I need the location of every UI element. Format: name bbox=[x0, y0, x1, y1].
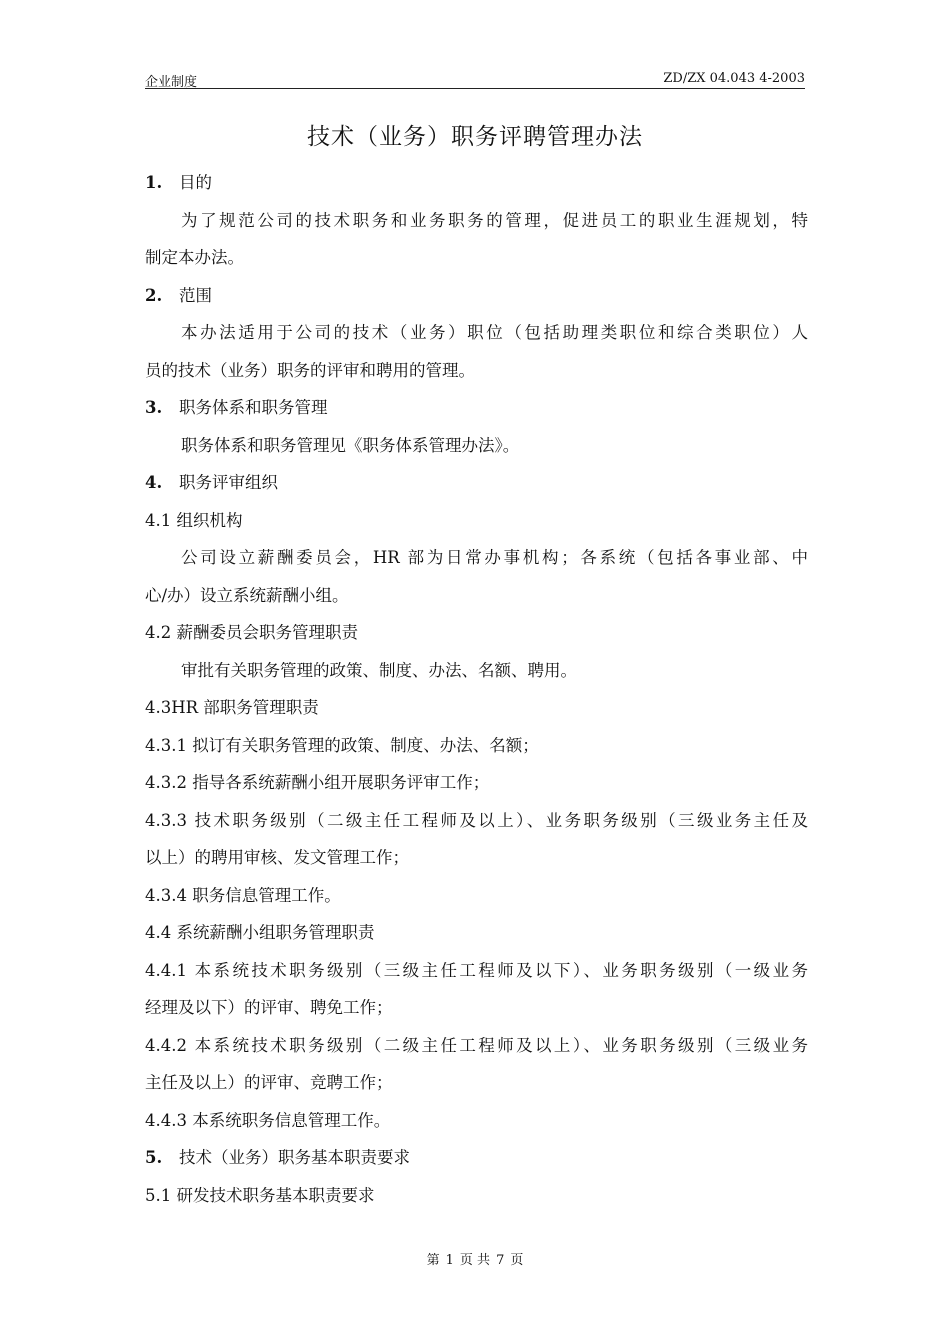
section-number: 2. bbox=[145, 285, 163, 305]
paragraph-line: 制定本办法。 bbox=[145, 248, 244, 267]
subsection-heading: 4.3HR 部职务管理职责 bbox=[145, 698, 319, 717]
section-heading bbox=[145, 395, 808, 433]
list-item-continued: 以上）的聘用审核、发文管理工作； bbox=[145, 848, 409, 867]
subsection-heading: 4.2 薪酬委员会职务管理职责 bbox=[145, 623, 358, 642]
paragraph-line: 员的技术（业务）职务的评审和聘用的管理。 bbox=[145, 360, 475, 380]
paragraph-line: 心/办）设立系统薪酬小组。 bbox=[145, 585, 349, 605]
section-number: 3. bbox=[145, 398, 163, 417]
subsection-heading: 5.1 研发技术职务基本职责要求 bbox=[145, 1185, 375, 1205]
paragraph-line: 为了规范公司的技术职务和业务职务的管理，促进员工的职业生涯规划，特 bbox=[181, 210, 808, 230]
list-item: 4.4.3 本系统职务信息管理工作。 bbox=[145, 1110, 391, 1130]
page-header bbox=[145, 70, 805, 89]
section-title: 技术（业务）职务基本职责要求 bbox=[179, 1148, 410, 1167]
section-title: 职务体系和职务管理 bbox=[179, 398, 328, 417]
section-heading bbox=[145, 283, 808, 321]
paragraph-line: 公司设立薪酬委员会，HR 部为日常办事机构；各系统（包括各事业部、中 bbox=[181, 548, 808, 567]
section-number: 4. bbox=[145, 473, 163, 492]
section-title: 目的 bbox=[179, 173, 212, 192]
list-item: 4.3.2 指导各系统薪酬小组开展职务评审工作； bbox=[145, 773, 490, 792]
paragraph-line: 本办法适用于公司的技术（业务）职位（包括助理类职位和综合类职位）人 bbox=[181, 323, 808, 342]
section-title: 职务评审组织 bbox=[179, 473, 278, 492]
document-body bbox=[145, 170, 808, 1220]
section-heading bbox=[145, 1145, 808, 1183]
list-item: 4.4.1 本系统技术职务级别（三级主任工程师及以下）、业务职务级别（一级业务 bbox=[145, 960, 808, 980]
list-item: 4.3.4 职务信息管理工作。 bbox=[145, 885, 341, 905]
footer-total-pages: 7 bbox=[496, 1253, 505, 1268]
footer-prefix: 第 bbox=[426, 1253, 440, 1268]
section-heading bbox=[145, 170, 808, 208]
footer-suffix: 页 bbox=[510, 1253, 524, 1268]
header-doc-code: ZD/ZX 04.043 4-2003 bbox=[663, 71, 805, 86]
subsection-heading: 4.4 系统薪酬小组职务管理职责 bbox=[145, 923, 375, 942]
footer-page-number: 1 bbox=[445, 1253, 454, 1268]
section-title: 范围 bbox=[179, 285, 212, 305]
list-item: 4.3.1 拟订有关职务管理的政策、制度、办法、名额； bbox=[145, 735, 539, 755]
page-footer bbox=[0, 1249, 950, 1268]
list-item-continued: 经理及以下）的评审、聘免工作； bbox=[145, 998, 393, 1017]
paragraph-line: 职务体系和职务管理见《职务体系管理办法》。 bbox=[181, 435, 520, 455]
document-title: 技术（业务）职务评聘管理办法 bbox=[307, 124, 643, 150]
section-heading bbox=[145, 470, 808, 508]
paragraph-line: 审批有关职务管理的政策、制度、办法、名额、聘用。 bbox=[181, 660, 577, 680]
list-item: 4.3.3 技术职务级别（二级主任工程师及以上）、业务职务级别（三级业务主任及 bbox=[145, 810, 808, 830]
section-number: 1. bbox=[145, 173, 163, 192]
section-number: 5. bbox=[145, 1148, 163, 1167]
list-item: 4.4.2 本系统技术职务级别（二级主任工程师及以上）、业务职务级别（三级业务 bbox=[145, 1035, 808, 1055]
footer-mid: 页 共 bbox=[459, 1253, 491, 1268]
subsection-heading: 4.1 组织机构 bbox=[145, 510, 243, 530]
header-category: 企业制度 bbox=[145, 75, 198, 90]
list-item-continued: 主任及以上）的评审、竞聘工作； bbox=[145, 1073, 393, 1092]
